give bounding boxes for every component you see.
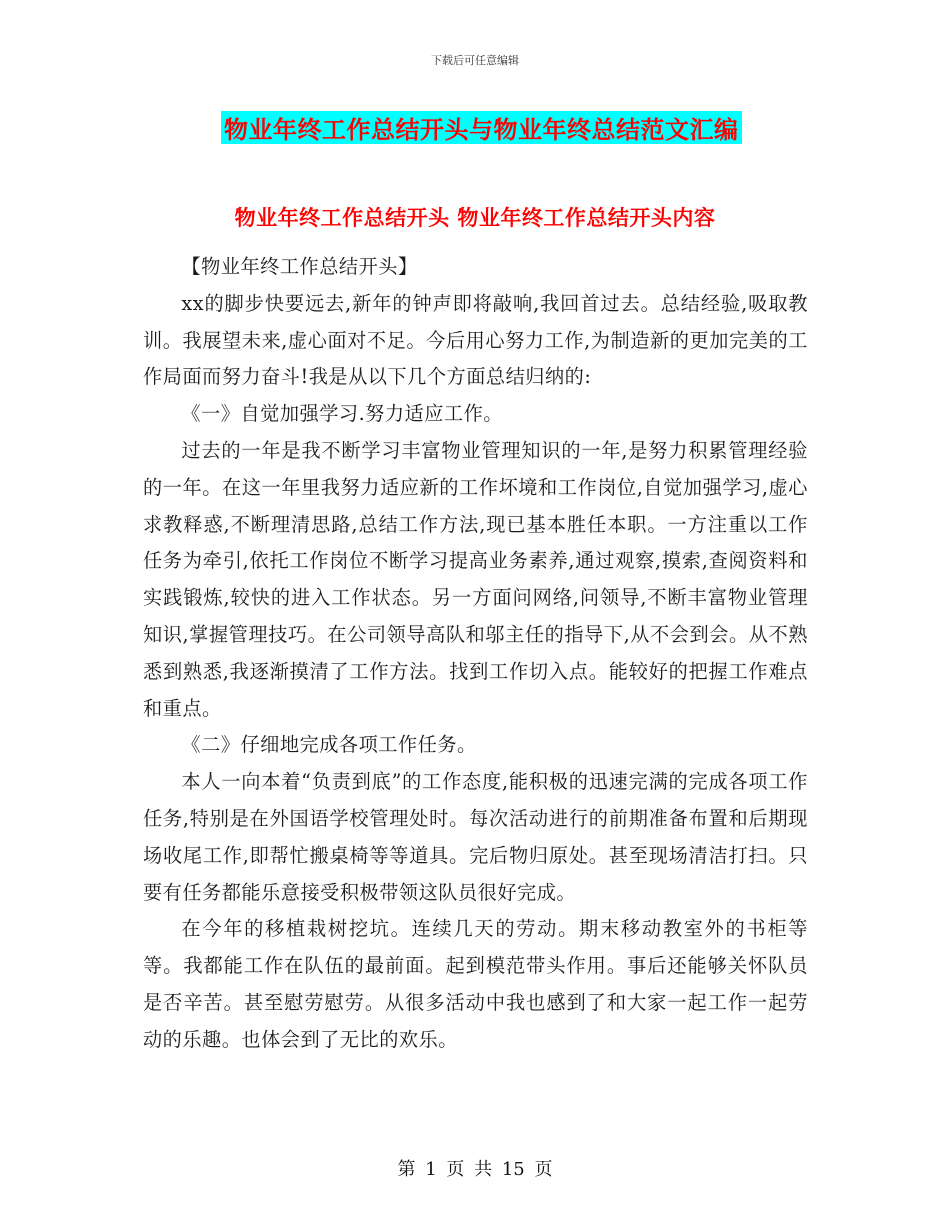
sub-title: 物业年终工作总结开头 物业年终工作总结开头内容 xyxy=(234,206,716,230)
document-body xyxy=(143,249,808,1059)
section-heading: 《二》仔细地完成各项工作任务。 xyxy=(181,733,477,757)
section-heading: 【物业年终工作总结开头】 xyxy=(181,255,418,278)
paragraph: 过去的一年是我不断学习丰富物业管理知识的一年,是努力积累管理经验的一年。在这一年里我努力适应新的工作坏境和工作岗位,自觉加强学习,虚心求教释惑,不断理清思路,总结工作方法,现已基本胜任本职。一方注重以工作任务为牵引,依托工作岗位不断学习提高业务素养,通过观察,摸索,查阅资料和实践锻炼,较快的进入工作状态。另一方面问网络,问领导,不断丰富物业管理知识,掌握管理技巧。在公司领导高队和邬主任的指导下,从不会到会。从不熟悉到熟悉,我逐渐摸清了工作方法。找到工作切入点。能较好的把握工作难点和重点。 xyxy=(143,438,808,720)
page-number: 第 1 页 共 15 页 xyxy=(397,1159,553,1180)
paragraph: xx的脚步快要远去,新年的钟声即将敲响,我回首过去。总结经验,吸取教训。我展望未来,虚心面对不足。今后用心努力工作,为制造新的更加完美的工作局面而努力奋斗!我是从以下几个方面总结归纳的: xyxy=(143,291,808,389)
paragraph: 本人一向本着“负责到底”的工作态度,能积极的迅速完满的完成各项工作任务,特别是在外国语学校管理处时。每次活动进行的前期准备布置和后期现场收尾工作,即帮忙搬桌椅等等道具。完后物归原处。甚至现场清洁打扫。只要有任务都能乐意接受积极带领这队员很好完成。 xyxy=(143,770,808,904)
header-note: 下载后可任意编辑 xyxy=(431,54,519,67)
main-title-highlight xyxy=(221,111,742,144)
main-title: 物业年终工作总结开头与物业年终总结范文汇编 xyxy=(224,116,739,144)
section-heading: 《一》自觉加强学习.努力适应工作。 xyxy=(181,402,503,426)
paragraph: 在今年的移植栽树挖坑。连续几天的劳动。期末移动教室外的书柜等等。我都能工作在队伍的最前面。起到模范带头作用。事后还能够关怀队员是否辛苦。甚至慰劳慰劳。从很多活动中我也感到了和大家一起工作一起劳动的乐趣。也体会到了无比的欢乐。 xyxy=(143,917,808,1051)
